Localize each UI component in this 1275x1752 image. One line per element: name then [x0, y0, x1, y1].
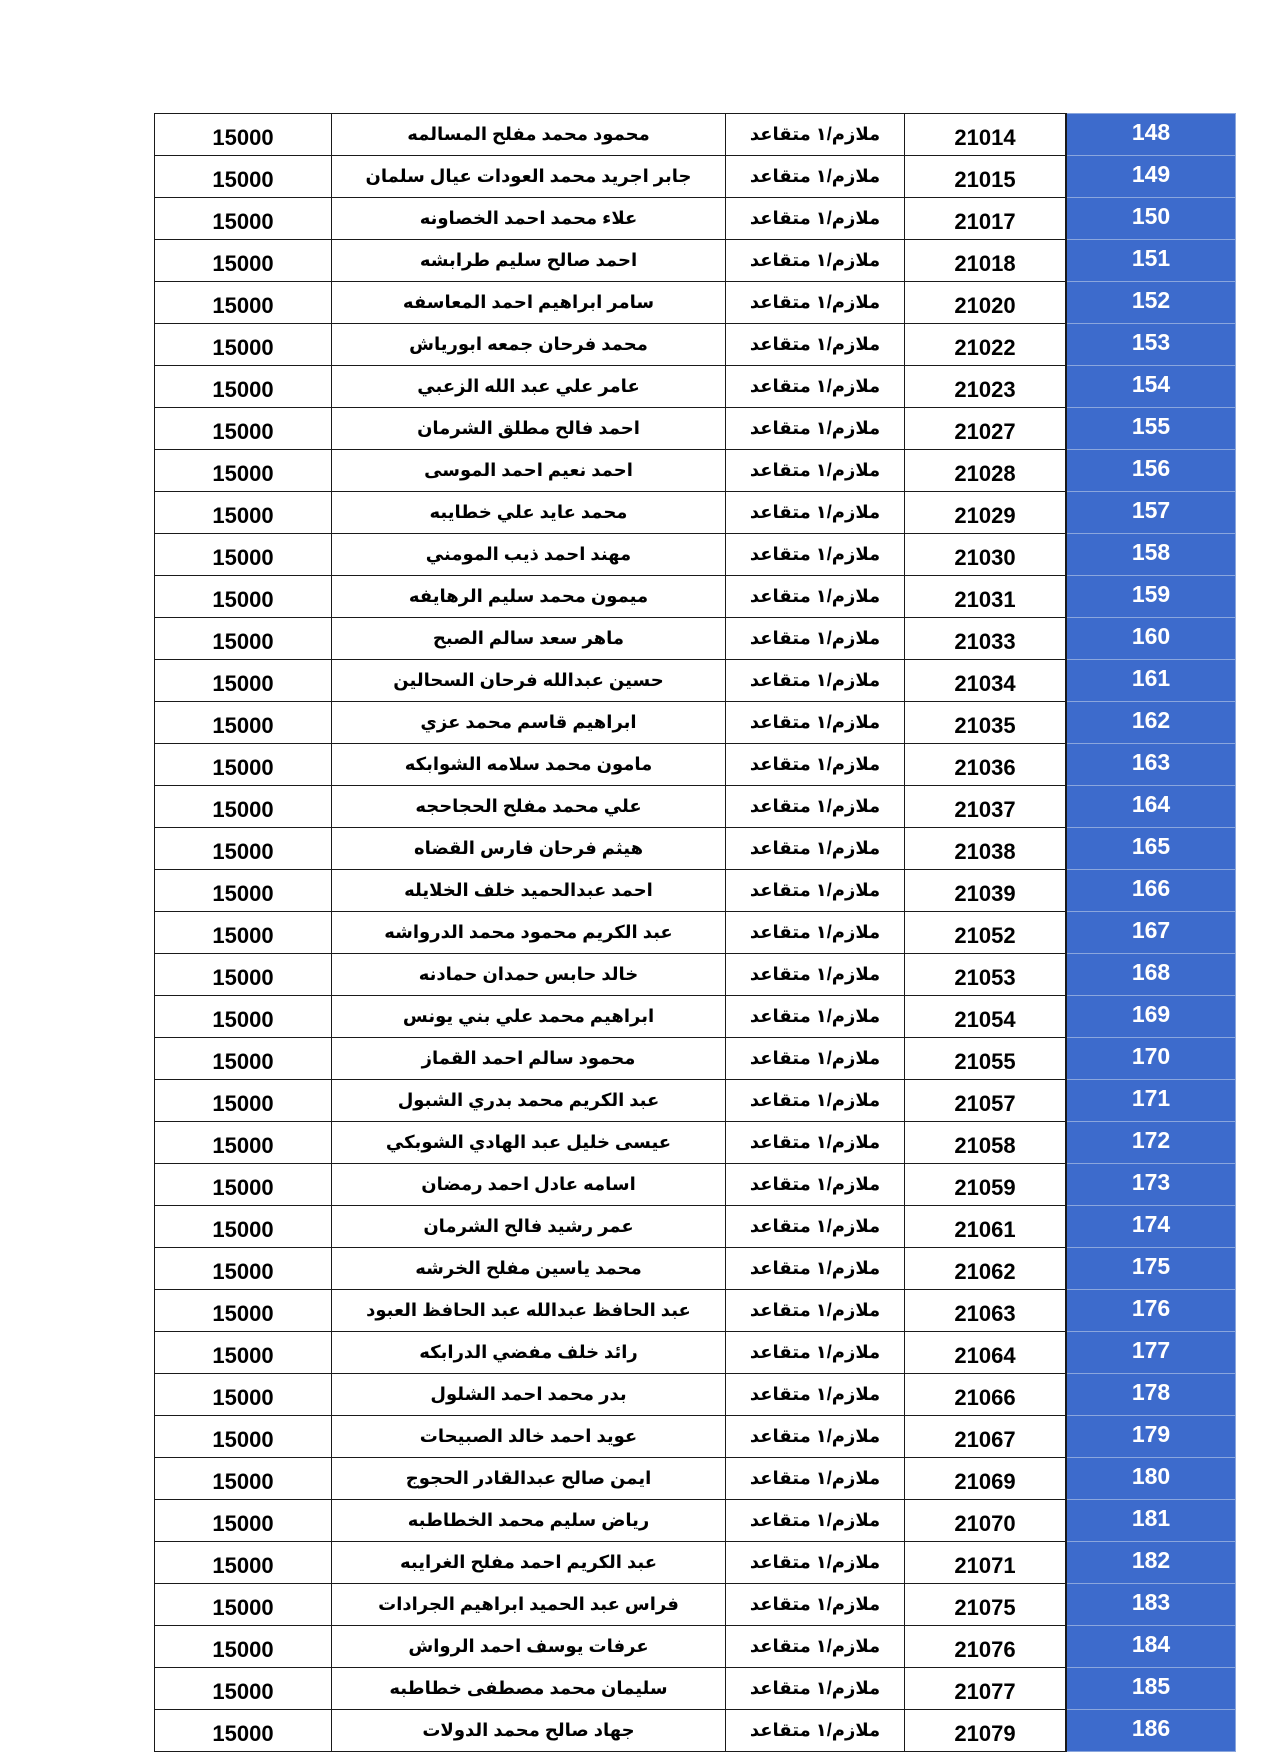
- id-number-cell: 21018: [905, 240, 1067, 282]
- id-number-cell: 21036: [905, 744, 1067, 786]
- rank-cell: ملازم/١ متقاعد: [726, 1206, 905, 1248]
- table-row: [155, 1710, 1236, 1752]
- table-row: [155, 114, 1236, 156]
- id-number-cell: 21039: [905, 870, 1067, 912]
- serial-number-cell: 186: [1066, 1710, 1236, 1752]
- id-number-cell: 21055: [905, 1038, 1067, 1080]
- name-cell: مهند احمد ذيب المومني: [332, 534, 726, 576]
- amount-cell: 15000: [155, 114, 332, 156]
- id-number-cell: 21022: [905, 324, 1067, 366]
- amount-cell: 15000: [155, 954, 332, 996]
- name-cell: رائد خلف مفضي الدرابكه: [332, 1332, 726, 1374]
- id-number-cell: 21035: [905, 702, 1067, 744]
- name-cell: احمد عبدالحميد خلف الخلايله: [332, 870, 726, 912]
- name-cell: اسامه عادل احمد رمضان: [332, 1164, 726, 1206]
- rank-cell: ملازم/١ متقاعد: [726, 1164, 905, 1206]
- serial-number-cell: 168: [1066, 954, 1236, 996]
- id-number-cell: 21064: [905, 1332, 1067, 1374]
- amount-cell: 15000: [155, 1458, 332, 1500]
- name-cell: ابراهيم محمد علي بني يونس: [332, 996, 726, 1038]
- amount-cell: 15000: [155, 450, 332, 492]
- name-cell: عبد الكريم محمد بدري الشبول: [332, 1080, 726, 1122]
- table-row: [155, 492, 1236, 534]
- name-cell: مامون محمد سلامه الشوابكه: [332, 744, 726, 786]
- name-cell: ابراهيم قاسم محمد عزي: [332, 702, 726, 744]
- name-cell: محمود سالم احمد القماز: [332, 1038, 726, 1080]
- serial-number-cell: 164: [1066, 786, 1236, 828]
- amount-cell: 15000: [155, 828, 332, 870]
- rank-cell: ملازم/١ متقاعد: [726, 240, 905, 282]
- id-number-cell: 21070: [905, 1500, 1067, 1542]
- rank-cell: ملازم/١ متقاعد: [726, 114, 905, 156]
- table-row: [155, 912, 1236, 954]
- id-number-cell: 21066: [905, 1374, 1067, 1416]
- rank-cell: ملازم/١ متقاعد: [726, 1122, 905, 1164]
- serial-number-cell: 174: [1066, 1206, 1236, 1248]
- name-cell: عبد الكريم احمد مفلح الغرايبه: [332, 1542, 726, 1584]
- serial-number-cell: 182: [1066, 1542, 1236, 1584]
- rank-cell: ملازم/١ متقاعد: [726, 660, 905, 702]
- name-cell: ماهر سعد سالم الصبح: [332, 618, 726, 660]
- serial-number-cell: 157: [1066, 492, 1236, 534]
- name-cell: ميمون محمد سليم الرهايفه: [332, 576, 726, 618]
- serial-number-cell: 176: [1066, 1290, 1236, 1332]
- id-number-cell: 21028: [905, 450, 1067, 492]
- name-cell: عيسى خليل عبد الهادي الشوبكي: [332, 1122, 726, 1164]
- table-row: [155, 1416, 1236, 1458]
- amount-cell: 15000: [155, 1080, 332, 1122]
- amount-cell: 15000: [155, 534, 332, 576]
- rank-cell: ملازم/١ متقاعد: [726, 408, 905, 450]
- name-cell: سامر ابراهيم احمد المعاسفه: [332, 282, 726, 324]
- amount-cell: 15000: [155, 1542, 332, 1584]
- serial-number-cell: 163: [1066, 744, 1236, 786]
- table-row: [155, 324, 1236, 366]
- amount-cell: 15000: [155, 1122, 332, 1164]
- table-row: [155, 408, 1236, 450]
- serial-number-cell: 154: [1066, 366, 1236, 408]
- amount-cell: 15000: [155, 576, 332, 618]
- amount-cell: 15000: [155, 618, 332, 660]
- name-cell: علاء محمد احمد الخصاونه: [332, 198, 726, 240]
- serial-number-cell: 155: [1066, 408, 1236, 450]
- table-row: [155, 450, 1236, 492]
- rank-cell: ملازم/١ متقاعد: [726, 1668, 905, 1710]
- amount-cell: 15000: [155, 744, 332, 786]
- name-cell: محمد ياسين مفلح الخرشه: [332, 1248, 726, 1290]
- serial-number-cell: 160: [1066, 618, 1236, 660]
- id-number-cell: 21076: [905, 1626, 1067, 1668]
- serial-number-cell: 184: [1066, 1626, 1236, 1668]
- records-table-body: [155, 114, 1236, 1752]
- name-cell: خالد حابس حمدان حمادنه: [332, 954, 726, 996]
- name-cell: محمد فرحان جمعه ابورياش: [332, 324, 726, 366]
- serial-number-cell: 177: [1066, 1332, 1236, 1374]
- id-number-cell: 21071: [905, 1542, 1067, 1584]
- id-number-cell: 21015: [905, 156, 1067, 198]
- table-row: [155, 1206, 1236, 1248]
- table-row: [155, 198, 1236, 240]
- rank-cell: ملازم/١ متقاعد: [726, 156, 905, 198]
- rank-cell: ملازم/١ متقاعد: [726, 450, 905, 492]
- name-cell: حسين عبدالله فرحان السحالين: [332, 660, 726, 702]
- rank-cell: ملازم/١ متقاعد: [726, 1500, 905, 1542]
- table-row: [155, 156, 1236, 198]
- rank-cell: ملازم/١ متقاعد: [726, 828, 905, 870]
- serial-number-cell: 166: [1066, 870, 1236, 912]
- id-number-cell: 21020: [905, 282, 1067, 324]
- rank-cell: ملازم/١ متقاعد: [726, 1458, 905, 1500]
- table-row: [155, 1038, 1236, 1080]
- id-number-cell: 21079: [905, 1710, 1067, 1752]
- name-cell: احمد صالح سليم طرابشه: [332, 240, 726, 282]
- id-number-cell: 21017: [905, 198, 1067, 240]
- serial-number-cell: 167: [1066, 912, 1236, 954]
- rank-cell: ملازم/١ متقاعد: [726, 1710, 905, 1752]
- rank-cell: ملازم/١ متقاعد: [726, 912, 905, 954]
- id-number-cell: 21031: [905, 576, 1067, 618]
- serial-number-cell: 179: [1066, 1416, 1236, 1458]
- table-row: [155, 1374, 1236, 1416]
- id-number-cell: 21038: [905, 828, 1067, 870]
- table-row: [155, 366, 1236, 408]
- table-row: [155, 1458, 1236, 1500]
- rank-cell: ملازم/١ متقاعد: [726, 1542, 905, 1584]
- serial-number-cell: 175: [1066, 1248, 1236, 1290]
- rank-cell: ملازم/١ متقاعد: [726, 1290, 905, 1332]
- records-table-container: [154, 113, 1231, 1752]
- records-table: [154, 113, 1236, 1752]
- amount-cell: 15000: [155, 324, 332, 366]
- serial-number-cell: 172: [1066, 1122, 1236, 1164]
- table-row: [155, 660, 1236, 702]
- rank-cell: ملازم/١ متقاعد: [726, 1332, 905, 1374]
- amount-cell: 15000: [155, 1164, 332, 1206]
- name-cell: جابر اجريد محمد العودات عيال سلمان: [332, 156, 726, 198]
- table-row: [155, 954, 1236, 996]
- id-number-cell: 21063: [905, 1290, 1067, 1332]
- name-cell: عبد الكريم محمود محمد الدرواشه: [332, 912, 726, 954]
- rank-cell: ملازم/١ متقاعد: [726, 324, 905, 366]
- id-number-cell: 21033: [905, 618, 1067, 660]
- table-row: [155, 996, 1236, 1038]
- id-number-cell: 21058: [905, 1122, 1067, 1164]
- rank-cell: ملازم/١ متقاعد: [726, 534, 905, 576]
- amount-cell: 15000: [155, 996, 332, 1038]
- id-number-cell: 21052: [905, 912, 1067, 954]
- table-row: [155, 576, 1236, 618]
- table-row: [155, 1500, 1236, 1542]
- amount-cell: 15000: [155, 702, 332, 744]
- amount-cell: 15000: [155, 198, 332, 240]
- id-number-cell: 21027: [905, 408, 1067, 450]
- table-row: [155, 744, 1236, 786]
- rank-cell: ملازم/١ متقاعد: [726, 1248, 905, 1290]
- serial-number-cell: 173: [1066, 1164, 1236, 1206]
- amount-cell: 15000: [155, 1332, 332, 1374]
- rank-cell: ملازم/١ متقاعد: [726, 870, 905, 912]
- id-number-cell: 21075: [905, 1584, 1067, 1626]
- id-number-cell: 21077: [905, 1668, 1067, 1710]
- table-row: [155, 1248, 1236, 1290]
- serial-number-cell: 148: [1066, 114, 1236, 156]
- amount-cell: 15000: [155, 1626, 332, 1668]
- name-cell: فراس عبد الحميد ابراهيم الجرادات: [332, 1584, 726, 1626]
- serial-number-cell: 159: [1066, 576, 1236, 618]
- id-number-cell: 21023: [905, 366, 1067, 408]
- amount-cell: 15000: [155, 282, 332, 324]
- serial-number-cell: 169: [1066, 996, 1236, 1038]
- amount-cell: 15000: [155, 156, 332, 198]
- amount-cell: 15000: [155, 1038, 332, 1080]
- serial-number-cell: 161: [1066, 660, 1236, 702]
- table-row: [155, 1668, 1236, 1710]
- name-cell: عويد احمد خالد الصبيحات: [332, 1416, 726, 1458]
- amount-cell: 15000: [155, 1290, 332, 1332]
- name-cell: احمد فالح مطلق الشرمان: [332, 408, 726, 450]
- amount-cell: 15000: [155, 660, 332, 702]
- rank-cell: ملازم/١ متقاعد: [726, 786, 905, 828]
- name-cell: عمر رشيد فالح الشرمان: [332, 1206, 726, 1248]
- rank-cell: ملازم/١ متقاعد: [726, 282, 905, 324]
- id-number-cell: 21030: [905, 534, 1067, 576]
- table-row: [155, 1542, 1236, 1584]
- id-number-cell: 21053: [905, 954, 1067, 996]
- amount-cell: 15000: [155, 786, 332, 828]
- rank-cell: ملازم/١ متقاعد: [726, 198, 905, 240]
- serial-number-cell: 185: [1066, 1668, 1236, 1710]
- serial-number-cell: 153: [1066, 324, 1236, 366]
- rank-cell: ملازم/١ متقاعد: [726, 954, 905, 996]
- id-number-cell: 21067: [905, 1416, 1067, 1458]
- table-row: [155, 534, 1236, 576]
- amount-cell: 15000: [155, 1374, 332, 1416]
- id-number-cell: 21062: [905, 1248, 1067, 1290]
- rank-cell: ملازم/١ متقاعد: [726, 1626, 905, 1668]
- serial-number-cell: 181: [1066, 1500, 1236, 1542]
- name-cell: هيثم فرحان فارس القضاه: [332, 828, 726, 870]
- amount-cell: 15000: [155, 1206, 332, 1248]
- amount-cell: 15000: [155, 1584, 332, 1626]
- name-cell: عرفات يوسف احمد الرواش: [332, 1626, 726, 1668]
- table-row: [155, 1626, 1236, 1668]
- id-number-cell: 21059: [905, 1164, 1067, 1206]
- id-number-cell: 21037: [905, 786, 1067, 828]
- amount-cell: 15000: [155, 1416, 332, 1458]
- table-row: [155, 786, 1236, 828]
- id-number-cell: 21034: [905, 660, 1067, 702]
- id-number-cell: 21061: [905, 1206, 1067, 1248]
- rank-cell: ملازم/١ متقاعد: [726, 702, 905, 744]
- amount-cell: 15000: [155, 366, 332, 408]
- rank-cell: ملازم/١ متقاعد: [726, 996, 905, 1038]
- name-cell: احمد نعيم احمد الموسى: [332, 450, 726, 492]
- serial-number-cell: 158: [1066, 534, 1236, 576]
- name-cell: علي محمد مفلح الحجاحجه: [332, 786, 726, 828]
- serial-number-cell: 165: [1066, 828, 1236, 870]
- rank-cell: ملازم/١ متقاعد: [726, 1416, 905, 1458]
- name-cell: ايمن صالح عبدالقادر الحجوج: [332, 1458, 726, 1500]
- rank-cell: ملازم/١ متقاعد: [726, 1374, 905, 1416]
- name-cell: محمد عايد علي خطايبه: [332, 492, 726, 534]
- rank-cell: ملازم/١ متقاعد: [726, 576, 905, 618]
- id-number-cell: 21069: [905, 1458, 1067, 1500]
- table-row: [155, 1290, 1236, 1332]
- rank-cell: ملازم/١ متقاعد: [726, 1584, 905, 1626]
- rank-cell: ملازم/١ متقاعد: [726, 492, 905, 534]
- amount-cell: 15000: [155, 912, 332, 954]
- table-row: [155, 282, 1236, 324]
- serial-number-cell: 180: [1066, 1458, 1236, 1500]
- amount-cell: 15000: [155, 408, 332, 450]
- name-cell: رياض سليم محمد الخطاطبه: [332, 1500, 726, 1542]
- table-row: [155, 1164, 1236, 1206]
- amount-cell: 15000: [155, 1668, 332, 1710]
- rank-cell: ملازم/١ متقاعد: [726, 1038, 905, 1080]
- id-number-cell: 21054: [905, 996, 1067, 1038]
- serial-number-cell: 152: [1066, 282, 1236, 324]
- table-row: [155, 1332, 1236, 1374]
- table-row: [155, 1122, 1236, 1164]
- table-row: [155, 1080, 1236, 1122]
- name-cell: عامر علي عبد الله الزعبي: [332, 366, 726, 408]
- serial-number-cell: 178: [1066, 1374, 1236, 1416]
- serial-number-cell: 183: [1066, 1584, 1236, 1626]
- name-cell: جهاد صالح محمد الدولات: [332, 1710, 726, 1752]
- rank-cell: ملازم/١ متقاعد: [726, 744, 905, 786]
- name-cell: بدر محمد احمد الشلول: [332, 1374, 726, 1416]
- rank-cell: ملازم/١ متقاعد: [726, 366, 905, 408]
- table-row: [155, 828, 1236, 870]
- amount-cell: 15000: [155, 1500, 332, 1542]
- name-cell: عبد الحافظ عبدالله عبد الحافظ العبود: [332, 1290, 726, 1332]
- serial-number-cell: 149: [1066, 156, 1236, 198]
- table-row: [155, 618, 1236, 660]
- serial-number-cell: 150: [1066, 198, 1236, 240]
- amount-cell: 15000: [155, 1248, 332, 1290]
- amount-cell: 15000: [155, 240, 332, 282]
- name-cell: محمود محمد مفلح المسالمه: [332, 114, 726, 156]
- name-cell: سليمان محمد مصطفى خطاطبه: [332, 1668, 726, 1710]
- amount-cell: 15000: [155, 870, 332, 912]
- serial-number-cell: 171: [1066, 1080, 1236, 1122]
- serial-number-cell: 162: [1066, 702, 1236, 744]
- serial-number-cell: 156: [1066, 450, 1236, 492]
- serial-number-cell: 151: [1066, 240, 1236, 282]
- amount-cell: 15000: [155, 1710, 332, 1752]
- serial-number-cell: 170: [1066, 1038, 1236, 1080]
- amount-cell: 15000: [155, 492, 332, 534]
- table-row: [155, 240, 1236, 282]
- id-number-cell: 21029: [905, 492, 1067, 534]
- id-number-cell: 21057: [905, 1080, 1067, 1122]
- rank-cell: ملازم/١ متقاعد: [726, 618, 905, 660]
- table-row: [155, 702, 1236, 744]
- id-number-cell: 21014: [905, 114, 1067, 156]
- rank-cell: ملازم/١ متقاعد: [726, 1080, 905, 1122]
- table-row: [155, 870, 1236, 912]
- table-row: [155, 1584, 1236, 1626]
